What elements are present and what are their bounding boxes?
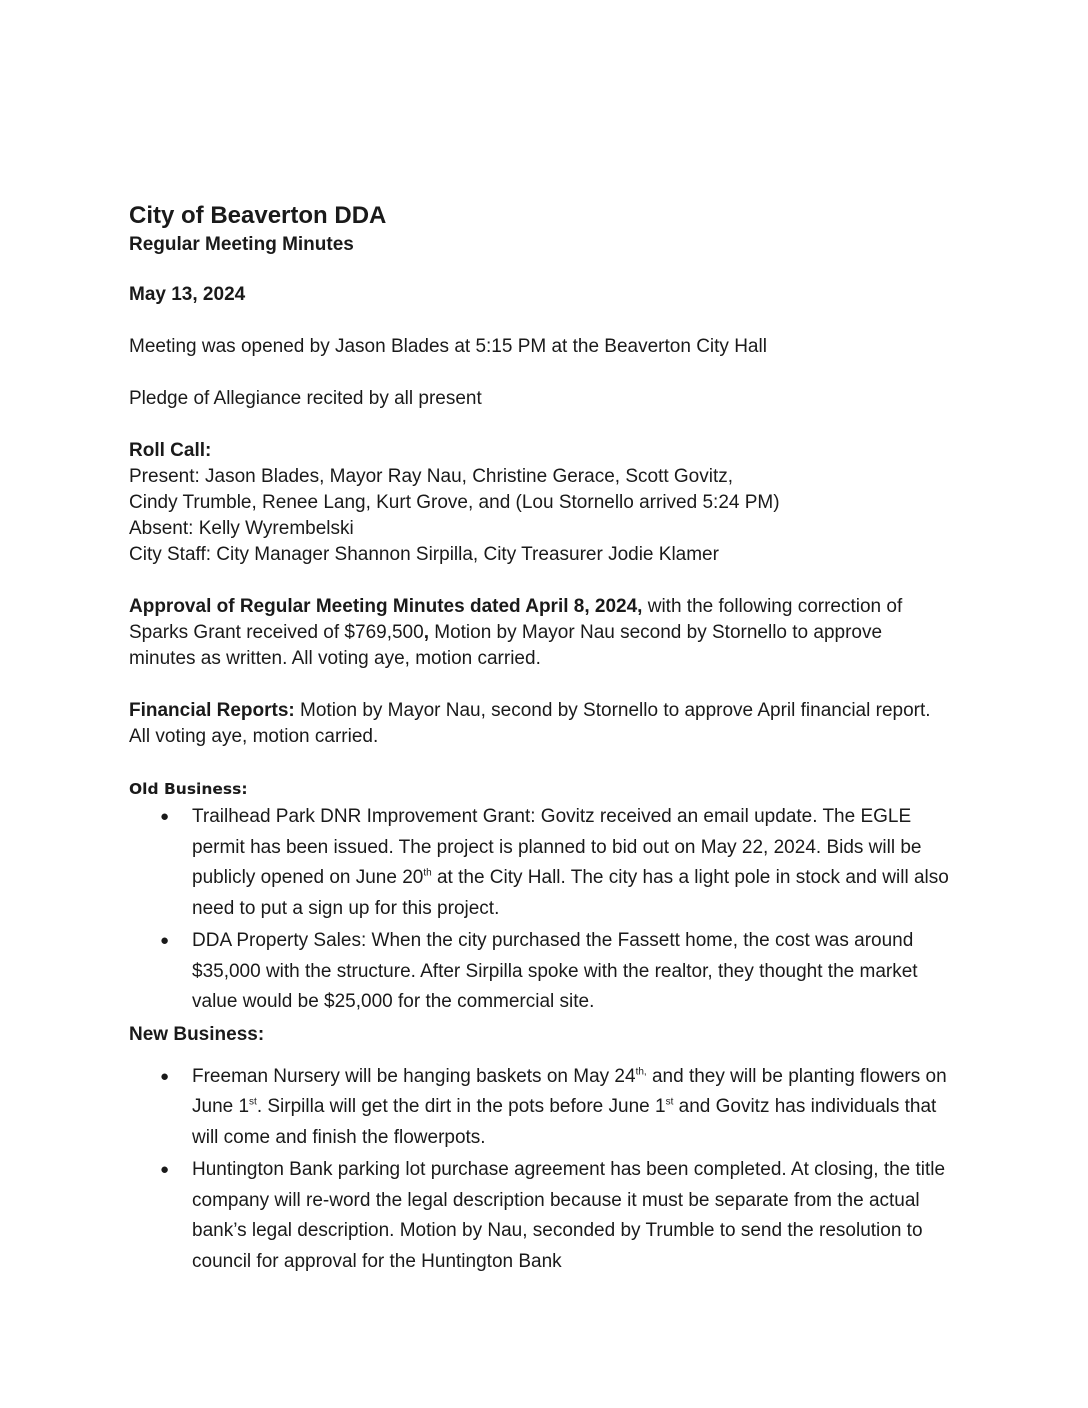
old-item-1-sup: th [423, 867, 432, 879]
old-item-2-text: DDA Property Sales: When the city purchased the Fassett home, the cost was around $35,000 with the structure. After Sirpilla spoke with the realtor, they thought the market value would be $25,000 for the commercial site. [192, 930, 918, 1012]
financial-heading: Financial Reports: [129, 700, 295, 721]
pledge-statement: Pledge of Allegiance recited by all present [129, 388, 482, 409]
list-item [129, 1155, 949, 1277]
new-item-1-sup-2: st [249, 1096, 257, 1108]
bullet-icon: ● [160, 932, 170, 949]
new-item-1-text-c: . Sirpilla will get the dirt in the pots before June 1 [256, 1096, 666, 1117]
approval-text-2: Motion by Mayor Nau second by Stornello to approve minutes as written. All voting aye, motion carried. [129, 622, 883, 669]
new-item-2-text: Huntington Bank parking lot purchase agreement has been completed. At closing, the title company will re-word the legal description because it must be separate from the actual bank’s legal description. Motion by Nau, seconded by Trumble to send the resolution to council for approval for the Huntington Bank [192, 1159, 946, 1272]
list-item [129, 926, 949, 1018]
approval-text-1: with the following correction of Sparks Grant received of $769,500 [129, 596, 903, 643]
old-item-1-text-b: at the City Hall. The city has a light pole in stock and will also need to put a sign up for this project. [192, 867, 949, 919]
approval-heading: Approval of Regular Meeting Minutes dated April 8, 2024, [129, 596, 643, 617]
list-item [129, 1062, 949, 1154]
old-item-1-text-a: Trailhead Park DNR Improvement Grant: Govitz received an email update. The EGLE permit has been issued. The project is planned to bid out on May 22, 2024. Bids will be publicly opened on June 20 [192, 806, 922, 888]
new-item-1-sup-1: th, [635, 1066, 647, 1078]
bullet-icon: ● [160, 808, 170, 825]
bullet-icon: ● [160, 1067, 170, 1085]
new-item-1-sup-3: st [665, 1096, 674, 1108]
roll-call-present-line-2: Cindy Trumble, Renee Lang, Kurt Grove, and (Lou Stornello arrived 5:24 PM) [129, 492, 780, 513]
approval-comma: , [423, 622, 429, 643]
new-item-1-text-d: and Govitz has individuals that will come and finish the flowerpots. [192, 1096, 937, 1148]
minutes-body [129, 200, 949, 1277]
roll-call-present-line-1: Present: Jason Blades, Mayor Ray Nau, Christine Gerace, Scott Govitz, [129, 466, 734, 487]
financial-text: Motion by Mayor Nau, second by Stornello to approve April financial report. All voting aye, motion carried. [129, 700, 931, 747]
roll-call-absent: Absent: Kelly Wyrembelski [129, 518, 354, 539]
list-item [129, 802, 949, 924]
bullet-icon: ● [160, 1161, 170, 1178]
new-item-1-text-b: and they will be planting flowers on June 1 [192, 1065, 947, 1117]
old-business-heading: Old Business: [129, 780, 248, 798]
roll-call-section [129, 438, 949, 568]
new-business-list [129, 1062, 949, 1278]
roll-call-staff: City Staff: City Manager Shannon Sirpilla, City Treasurer Jodie Klamer [129, 544, 719, 565]
opening-statement: Meeting was opened by Jason Blades at 5:15 PM at the Beaverton City Hall [129, 336, 767, 357]
roll-call-heading: Roll Call: [129, 440, 212, 461]
approval-paragraph [129, 594, 949, 672]
financial-paragraph [129, 698, 949, 750]
meeting-date: May 13, 2024 [129, 284, 246, 305]
new-business-heading: New Business: [129, 1023, 265, 1045]
document-subtitle: Regular Meeting Minutes [129, 234, 354, 255]
document-title: City of Beaverton DDA [129, 202, 387, 229]
new-item-1-text-a: Freeman Nursery will be hanging baskets on May 24 [192, 1065, 636, 1087]
old-business-list [129, 802, 949, 1018]
